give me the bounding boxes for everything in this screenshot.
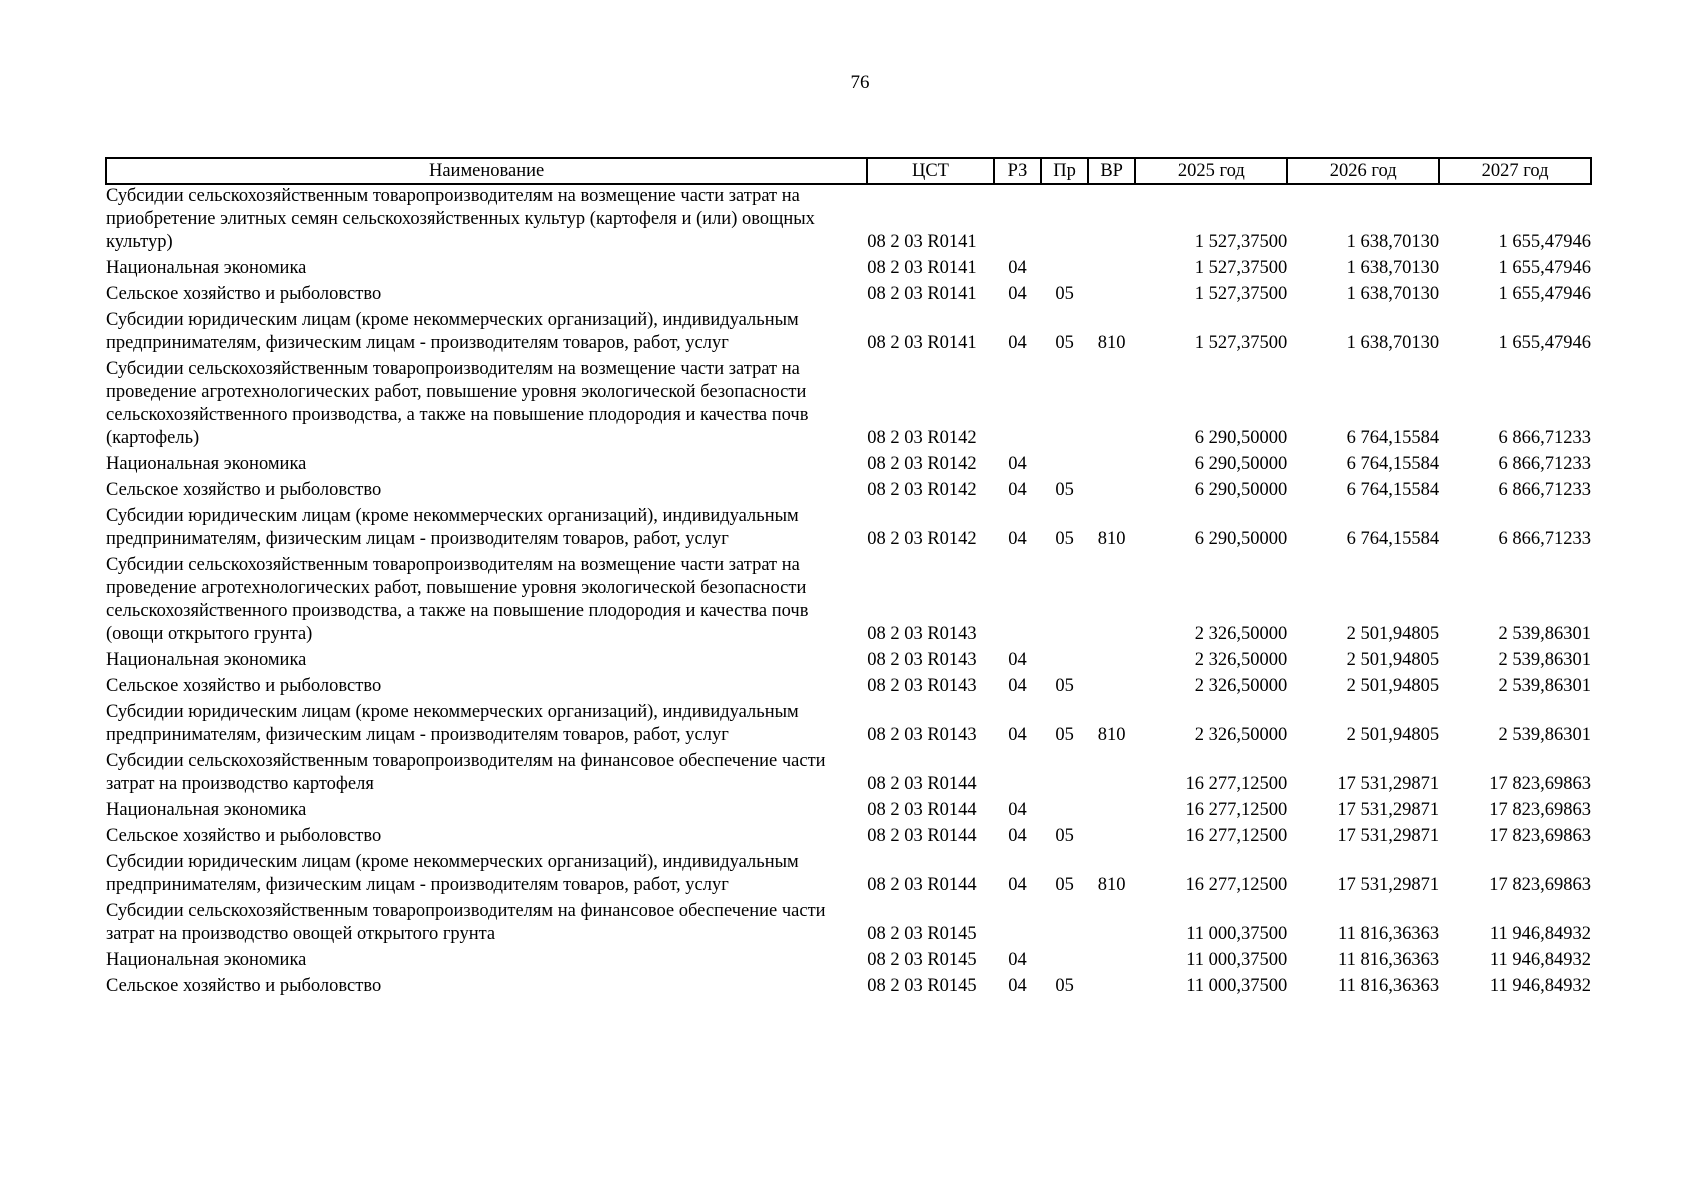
cell-vr [1088, 649, 1136, 675]
cell-rz: 04 [1008, 258, 1027, 278]
cell-vr [1088, 949, 1136, 975]
cell-rz: 04 [1008, 529, 1027, 549]
table-row [106, 309, 1591, 358]
header-cst: ЦСТ [867, 158, 994, 184]
table-row [106, 184, 1591, 257]
cell-cst: 08 2 03 R0143 [867, 624, 977, 644]
cell-rz [994, 900, 1042, 949]
cell-2025: 16 277,12500 [1185, 800, 1288, 820]
cell-name: Сельское хозяйство и рыболовство [106, 480, 382, 500]
cell-2027: 1 655,47946 [1498, 258, 1591, 278]
header-rz: РЗ [994, 158, 1042, 184]
cell-rz [994, 554, 1042, 649]
cell-pr [1041, 649, 1088, 675]
cell-2026: 6 764,15584 [1346, 529, 1440, 549]
cell-rz: 04 [1008, 875, 1027, 895]
cell-vr [1088, 554, 1136, 649]
cell-vr [1088, 479, 1136, 505]
table-row [106, 851, 1591, 900]
cell-vr: 810 [1097, 529, 1126, 549]
cell-cst: 08 2 03 R0142 [867, 480, 977, 500]
cell-cst: 08 2 03 R0144 [867, 774, 977, 794]
cell-vr [1088, 257, 1136, 283]
cell-2025: 11 000,37500 [1186, 950, 1288, 970]
header-pr: Пр [1041, 158, 1088, 184]
cell-2027: 17 823,69863 [1489, 774, 1591, 794]
cell-2027: 1 655,47946 [1498, 333, 1591, 353]
cell-vr [1088, 975, 1136, 1001]
cell-rz: 04 [1008, 333, 1027, 353]
cell-vr [1088, 283, 1136, 309]
cell-2025: 11 000,37500 [1186, 976, 1288, 996]
cell-2027: 17 823,69863 [1489, 826, 1591, 846]
cell-2027: 6 866,71233 [1498, 454, 1591, 474]
cell-name: Субсидии сельскохозяйственным товаропроизводителям на финансовое обеспечение части затрат на производство картофеля [106, 751, 826, 794]
cell-2026: 17 531,29871 [1337, 875, 1440, 895]
cell-rz: 04 [1008, 480, 1027, 500]
cell-vr [1088, 675, 1136, 701]
budget-table [105, 157, 1592, 1001]
cell-name: Сельское хозяйство и рыболовство [106, 826, 382, 846]
cell-rz: 04 [1008, 676, 1027, 696]
table-row [106, 949, 1591, 975]
cell-2026: 1 638,70130 [1346, 333, 1440, 353]
cell-2027: 1 655,47946 [1498, 232, 1591, 252]
cell-pr: 05 [1055, 826, 1074, 846]
cell-2025: 1 527,37500 [1194, 232, 1288, 252]
cell-2026: 17 531,29871 [1337, 800, 1440, 820]
cell-2027: 11 946,84932 [1489, 924, 1591, 944]
cell-pr [1041, 900, 1088, 949]
header-name: Наименование [106, 158, 867, 184]
cell-2027: 6 866,71233 [1498, 428, 1591, 448]
cell-rz: 04 [1008, 950, 1027, 970]
cell-2025: 1 527,37500 [1194, 258, 1288, 278]
cell-2027: 2 539,86301 [1498, 676, 1591, 696]
cell-rz [994, 184, 1042, 257]
table-row [106, 675, 1591, 701]
cell-2025: 16 277,12500 [1185, 875, 1288, 895]
cell-pr: 05 [1055, 284, 1074, 304]
cell-pr [1041, 554, 1088, 649]
table-row [106, 554, 1591, 649]
cell-2027: 17 823,69863 [1489, 875, 1591, 895]
cell-2027: 17 823,69863 [1489, 800, 1591, 820]
cell-2025: 2 326,50000 [1194, 676, 1288, 696]
table-row [106, 479, 1591, 505]
table-row [106, 505, 1591, 554]
cell-pr [1041, 949, 1088, 975]
table-body [106, 184, 1591, 1001]
table-row [106, 649, 1591, 675]
cell-name: Субсидии сельскохозяйственным товаропроизводителям на финансовое обеспечение части затрат на производство овощей открытого грунта [106, 901, 826, 944]
cell-2025: 6 290,50000 [1194, 529, 1288, 549]
cell-2026: 11 816,36363 [1338, 950, 1440, 970]
cell-cst: 08 2 03 R0142 [867, 428, 977, 448]
cell-pr: 05 [1055, 529, 1074, 549]
cell-name: Национальная экономика [106, 800, 307, 820]
cell-pr [1041, 750, 1088, 799]
cell-vr [1088, 358, 1136, 453]
cell-cst: 08 2 03 R0142 [867, 454, 977, 474]
cell-name: Субсидии юридическим лицам (кроме некоммерческих организаций), индивидуальным предпринимателям, физическим лицам - производителям товаров, работ, услуг [106, 702, 799, 745]
cell-2027: 6 866,71233 [1498, 480, 1591, 500]
cell-name: Национальная экономика [106, 258, 307, 278]
cell-2027: 2 539,86301 [1498, 624, 1591, 644]
table-row [106, 900, 1591, 949]
cell-2026: 1 638,70130 [1346, 232, 1440, 252]
cell-vr [1088, 453, 1136, 479]
cell-2027: 11 946,84932 [1489, 976, 1591, 996]
cell-name: Субсидии юридическим лицам (кроме некоммерческих организаций), индивидуальным предпринимателям, физическим лицам - производителям товаров, работ, услуг [106, 852, 799, 895]
cell-2025: 2 326,50000 [1194, 624, 1288, 644]
header-2026: 2026 год [1287, 158, 1439, 184]
cell-cst: 08 2 03 R0141 [867, 333, 977, 353]
cell-cst: 08 2 03 R0141 [867, 284, 977, 304]
cell-name: Субсидии сельскохозяйственным товаропроизводителям на возмещение части затрат на проведение агротехнологических работ, повышение уровня экологической безопасности сельскохозяйственного производства, а также на повышение плодородия и качества почв (овощи открытого грунта) [106, 555, 809, 644]
cell-2026: 11 816,36363 [1338, 924, 1440, 944]
cell-pr: 05 [1055, 875, 1074, 895]
cell-pr: 05 [1055, 676, 1074, 696]
table-row [106, 825, 1591, 851]
cell-name: Субсидии сельскохозяйственным товаропроизводителям на возмещение части затрат на приобретение элитных семян сельскохозяйственных культур (картофеля и (или) овощных культур) [106, 186, 815, 252]
cell-rz: 04 [1008, 826, 1027, 846]
cell-cst: 08 2 03 R0143 [867, 725, 977, 745]
table-row [106, 975, 1591, 1001]
table-row [106, 283, 1591, 309]
cell-vr [1088, 184, 1136, 257]
cell-pr [1041, 257, 1088, 283]
cell-name: Национальная экономика [106, 950, 307, 970]
cell-2025: 2 326,50000 [1194, 650, 1288, 670]
cell-name: Национальная экономика [106, 650, 307, 670]
cell-pr: 05 [1055, 725, 1074, 745]
cell-cst: 08 2 03 R0143 [867, 676, 977, 696]
cell-cst: 08 2 03 R0144 [867, 826, 977, 846]
table-row [106, 701, 1591, 750]
cell-name: Субсидии юридическим лицам (кроме некоммерческих организаций), индивидуальным предпринимателям, физическим лицам - производителям товаров, работ, услуг [106, 310, 799, 353]
cell-cst: 08 2 03 R0144 [867, 875, 977, 895]
table-row [106, 358, 1591, 453]
cell-2025: 16 277,12500 [1185, 774, 1288, 794]
cell-2026: 2 501,94805 [1346, 650, 1440, 670]
cell-cst: 08 2 03 R0145 [867, 924, 977, 944]
cell-vr [1088, 825, 1136, 851]
cell-cst: 08 2 03 R0141 [867, 232, 977, 252]
cell-2026: 2 501,94805 [1346, 676, 1440, 696]
cell-2027: 11 946,84932 [1489, 950, 1591, 970]
cell-2025: 1 527,37500 [1194, 284, 1288, 304]
cell-2026: 1 638,70130 [1346, 258, 1440, 278]
header-2027: 2027 год [1439, 158, 1591, 184]
cell-cst: 08 2 03 R0142 [867, 529, 977, 549]
cell-cst: 08 2 03 R0145 [867, 950, 977, 970]
cell-rz [994, 358, 1042, 453]
cell-name: Сельское хозяйство и рыболовство [106, 676, 382, 696]
cell-pr [1041, 358, 1088, 453]
table-row [106, 257, 1591, 283]
cell-cst: 08 2 03 R0141 [867, 258, 977, 278]
cell-rz: 04 [1008, 650, 1027, 670]
cell-name: Национальная экономика [106, 454, 307, 474]
cell-vr: 810 [1097, 875, 1126, 895]
table-row [106, 750, 1591, 799]
cell-2026: 2 501,94805 [1346, 725, 1440, 745]
cell-2026: 2 501,94805 [1346, 624, 1440, 644]
cell-rz: 04 [1008, 284, 1027, 304]
cell-vr [1088, 799, 1136, 825]
cell-cst: 08 2 03 R0145 [867, 976, 977, 996]
cell-cst: 08 2 03 R0144 [867, 800, 977, 820]
cell-2026: 17 531,29871 [1337, 774, 1440, 794]
header-vr: ВР [1088, 158, 1136, 184]
cell-vr: 810 [1097, 333, 1126, 353]
cell-name: Субсидии юридическим лицам (кроме некоммерческих организаций), индивидуальным предпринимателям, физическим лицам - производителям товаров, работ, услуг [106, 506, 799, 549]
header-2025: 2025 год [1135, 158, 1287, 184]
cell-rz: 04 [1008, 800, 1027, 820]
cell-pr [1041, 799, 1088, 825]
cell-vr [1088, 900, 1136, 949]
cell-vr [1088, 750, 1136, 799]
cell-2027: 2 539,86301 [1498, 650, 1591, 670]
cell-2026: 6 764,15584 [1346, 480, 1440, 500]
cell-2027: 1 655,47946 [1498, 284, 1591, 304]
cell-pr: 05 [1055, 976, 1074, 996]
cell-name: Субсидии сельскохозяйственным товаропроизводителям на возмещение части затрат на проведение агротехнологических работ, повышение уровня экологической безопасности сельскохозяйственного производства, а также на повышение плодородия и качества почв (картофель) [106, 359, 809, 448]
cell-pr [1041, 453, 1088, 479]
cell-2025: 11 000,37500 [1186, 924, 1288, 944]
cell-2025: 6 290,50000 [1194, 454, 1288, 474]
cell-2027: 6 866,71233 [1498, 529, 1591, 549]
cell-pr: 05 [1055, 333, 1074, 353]
cell-rz: 04 [1008, 725, 1027, 745]
cell-vr: 810 [1097, 725, 1126, 745]
cell-rz: 04 [1008, 454, 1027, 474]
cell-2025: 2 326,50000 [1194, 725, 1288, 745]
cell-pr [1041, 184, 1088, 257]
cell-rz: 04 [1008, 976, 1027, 996]
cell-2026: 17 531,29871 [1337, 826, 1440, 846]
cell-rz [994, 750, 1042, 799]
table-row [106, 453, 1591, 479]
cell-2026: 6 764,15584 [1346, 454, 1440, 474]
cell-pr: 05 [1055, 480, 1074, 500]
cell-cst: 08 2 03 R0143 [867, 650, 977, 670]
cell-2025: 6 290,50000 [1194, 428, 1288, 448]
table-header [106, 158, 1591, 184]
cell-name: Сельское хозяйство и рыболовство [106, 976, 382, 996]
cell-2026: 11 816,36363 [1338, 976, 1440, 996]
cell-2026: 1 638,70130 [1346, 284, 1440, 304]
cell-2025: 6 290,50000 [1194, 480, 1288, 500]
cell-2025: 1 527,37500 [1194, 333, 1288, 353]
page-number: 76 [850, 72, 870, 93]
cell-2026: 6 764,15584 [1346, 428, 1440, 448]
table-row [106, 799, 1591, 825]
cell-2025: 16 277,12500 [1185, 826, 1288, 846]
cell-name: Сельское хозяйство и рыболовство [106, 284, 382, 304]
cell-2027: 2 539,86301 [1498, 725, 1591, 745]
